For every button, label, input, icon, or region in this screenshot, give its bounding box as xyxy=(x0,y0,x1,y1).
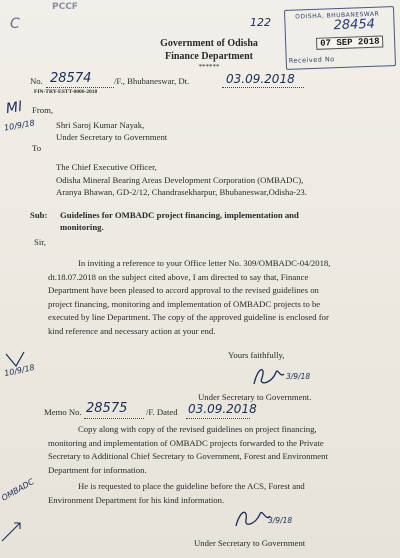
signature-1-designation: Under Secretary to Government. xyxy=(198,392,312,402)
letterhead-stars: ****** xyxy=(198,63,220,71)
subject-line2: monitoring. xyxy=(60,222,104,232)
to-line2: Odisha Mineral Bearing Areas Development Corporation (OMBADC), xyxy=(56,175,304,185)
subject-line1: Guidelines for OMBADC project financing, implementation and xyxy=(60,210,299,220)
ref-date-underline xyxy=(222,87,304,88)
body-paragraph xyxy=(48,257,386,339)
salutation: Sir, xyxy=(34,237,46,247)
memo-date-underline xyxy=(186,418,250,419)
ref-suffix: /F., Bhubaneswar, Dt. xyxy=(114,76,190,86)
stamp-date: 07 SEP 2018 xyxy=(316,35,384,49)
memo-underline xyxy=(84,418,144,419)
signature-1-date: 3/9/18 xyxy=(286,372,311,381)
request-line: He is requested to place the guideline before the ACS, Forest and xyxy=(78,481,305,491)
copy-line: Copy along with copy of the revised guidelines on project financing, xyxy=(78,424,317,434)
stamp-number-top: 122 xyxy=(250,16,271,29)
margin-tick-mark xyxy=(2,350,28,370)
closing: Yours faithfully, xyxy=(228,350,285,360)
request-paragraph xyxy=(48,480,386,507)
ref-date-value: 03.09.2018 xyxy=(226,72,295,86)
body-line: dt.18.07.2018 on the subject cited above, I am directed to say that, Finance xyxy=(48,271,309,282)
margin-arrow-mark xyxy=(0,515,30,545)
margin-date-2: 10/9/18 xyxy=(3,362,36,379)
memo-value: 28575 xyxy=(86,401,128,416)
to-label: To xyxy=(32,143,42,153)
body-line: Department have been pleased to accord approval to the revised guidelines on xyxy=(48,285,319,296)
margin-date-1: 10/9/18 xyxy=(3,118,36,133)
ref-no-underline xyxy=(46,87,114,88)
letterhead-line2: Finance Department xyxy=(164,51,254,62)
signature-1 xyxy=(248,364,288,390)
signature-2-date: 3/9/18 xyxy=(268,516,293,525)
copy-line: Department for information. xyxy=(48,464,147,475)
copy-line: Secretary to Additional Chief Secretary to Government, Forest and Environment xyxy=(48,451,328,462)
body-line: executed by line Department. The copy of the approved guideline is enclosed for xyxy=(48,312,329,323)
to-line3: Aranya Bhawan, GD-2/12, Chandrasekharpur, Bhubaneswar,Odisha-23. xyxy=(56,187,307,197)
header-scrawl: PCCF xyxy=(52,2,78,12)
memo-dated-label: /F. Dated xyxy=(146,407,178,417)
ref-no-value: 28574 xyxy=(50,71,92,86)
body-line: project financing, monitoring and implementation of OMBADC projects to be xyxy=(48,298,321,309)
from-designation: Under Secretary to Government xyxy=(56,132,168,142)
stamp-city: ODISHA, BHUBANESWAR xyxy=(295,10,380,21)
memo-label: Memo No. xyxy=(44,407,82,417)
from-label: From, xyxy=(32,105,53,115)
signature-2-designation: Under Secretary to Government xyxy=(194,538,306,548)
corner-mark: C xyxy=(10,16,20,32)
margin-note-ombadc: OMBADC xyxy=(0,477,36,503)
from-name: Shri Saroj Kumar Nayak, xyxy=(56,120,145,130)
body-line: In inviting a reference to your Office letter No. 309/OMBADC-04/2018, xyxy=(78,258,331,268)
letterhead-line1: Government of Odisha xyxy=(160,38,258,49)
copy-paragraph xyxy=(48,423,386,477)
copy-line: monitoring and implementation of OMBADC projects forwarded to the Private xyxy=(48,437,324,448)
to-line1: The Chief Executive Officer, xyxy=(56,162,157,172)
margin-initial: Ml xyxy=(4,98,24,118)
request-line: Environment Department for his kind information. xyxy=(48,494,225,505)
stamp-received-label: Received No xyxy=(288,55,335,65)
stamp-handwritten-number: 28454 xyxy=(333,16,376,34)
subject-label: Sub: xyxy=(30,210,48,220)
ref-no-label: No. xyxy=(30,76,43,86)
body-line: kind reference and necessary action at your end. xyxy=(48,325,216,336)
file-code: FIN-TRY-ESTT-0006-2018 xyxy=(34,89,98,95)
memo-date-value: 03.09.2018 xyxy=(188,402,257,416)
